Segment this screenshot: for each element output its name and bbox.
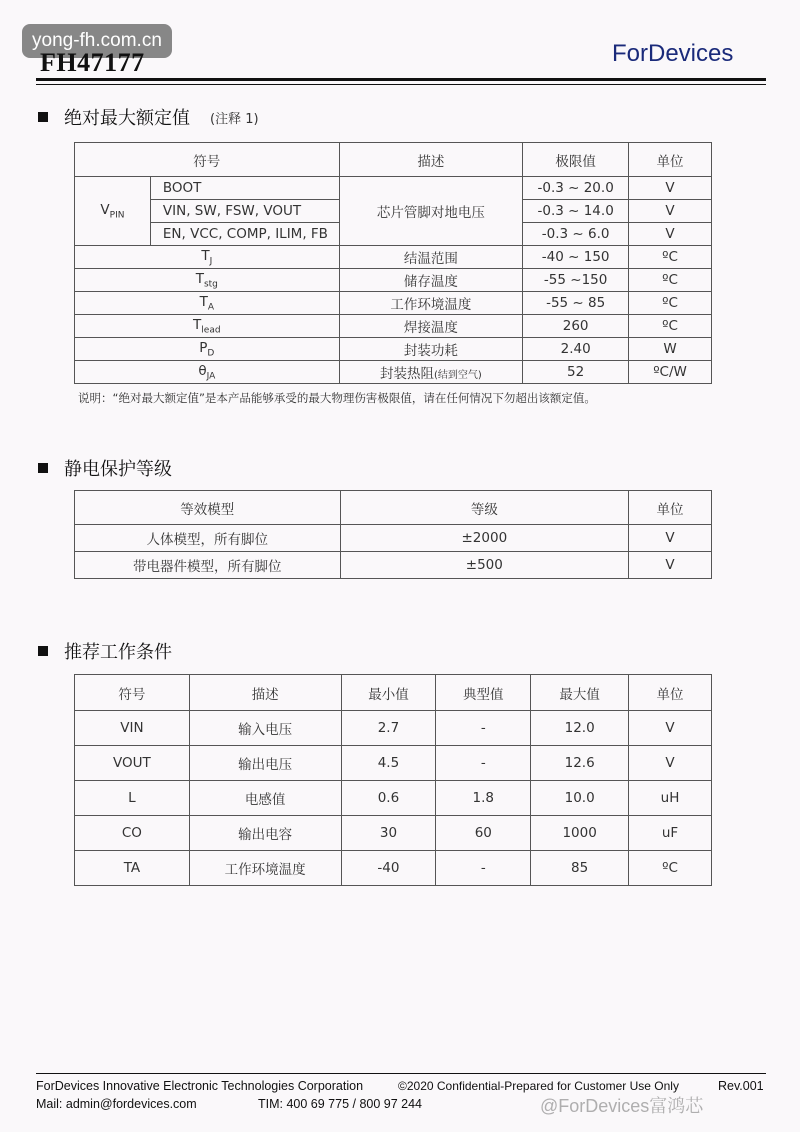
section-title-abs-max xyxy=(38,104,259,130)
table-row xyxy=(75,816,712,851)
footer-copyright: ©2020 Confidential-Prepared for Customer Use Only xyxy=(398,1079,679,1093)
table-header-row xyxy=(75,143,712,177)
min-cell: 0.6 xyxy=(341,781,436,816)
header-cell: 等效模型 xyxy=(75,491,341,525)
footer-mail: Mail: admin@fordevices.com xyxy=(36,1097,197,1111)
section-title-text: 绝对最大额定值 xyxy=(64,108,190,129)
desc-cell: 封装热阻(结到空气) xyxy=(339,361,523,384)
symbol-cell: VIN xyxy=(75,711,190,746)
desc-cell: 电感值 xyxy=(189,781,341,816)
unit-cell: V xyxy=(629,552,712,579)
table-row xyxy=(75,246,712,269)
value-cell: -40 ~ 150 xyxy=(523,246,629,269)
unit-cell: V xyxy=(629,711,712,746)
header-cell: 符号 xyxy=(75,675,190,711)
level-cell: ±500 xyxy=(340,552,629,579)
table-row xyxy=(75,851,712,886)
typ-cell: 1.8 xyxy=(436,781,531,816)
symbol-cell: $T_{stg}$ xyxy=(75,269,340,292)
desc-cell: 输入电压 xyxy=(189,711,341,746)
symbol-cell: L xyxy=(75,781,190,816)
section-title-text: 静电保护等级 xyxy=(64,459,172,480)
symbol-cell: VOUT xyxy=(75,746,190,781)
symbol-cell: $T_J$ xyxy=(75,246,340,269)
symbol-cell: $T_A$ xyxy=(75,292,340,315)
unit-cell: ºC xyxy=(629,269,712,292)
table-row xyxy=(75,177,712,200)
model-cell: 带电器件模型，所有脚位 xyxy=(75,552,341,579)
section-title-esd xyxy=(38,455,172,481)
value-cell: 260 xyxy=(523,315,629,338)
min-cell: 4.5 xyxy=(341,746,436,781)
section-title-text: 推荐工作条件 xyxy=(64,642,172,663)
unit-cell: V xyxy=(629,177,712,200)
desc-cell: 结温范围 xyxy=(339,246,523,269)
unit-cell: ºC xyxy=(629,246,712,269)
value-cell: -55 ~ 85 xyxy=(523,292,629,315)
table-header-row xyxy=(75,675,712,711)
symbol-cell: CO xyxy=(75,816,190,851)
footer-rule xyxy=(36,1073,766,1074)
table-row xyxy=(75,781,712,816)
min-cell: 30 xyxy=(341,816,436,851)
header-cell: 单位 xyxy=(629,143,712,177)
value-cell: -0.3 ~ 14.0 xyxy=(523,200,629,223)
unit-cell: V xyxy=(629,223,712,246)
desc-cell: 输出电容 xyxy=(189,816,341,851)
footer-rev: Rev.001 xyxy=(718,1079,764,1093)
table-row xyxy=(75,361,712,384)
header-cell: 最小值 xyxy=(341,675,436,711)
header-cell: 单位 xyxy=(629,675,712,711)
typ-cell: 60 xyxy=(436,816,531,851)
header-cell: 等级 xyxy=(340,491,629,525)
bullet-icon xyxy=(38,112,48,122)
desc-cell: 芯片管脚对地电压 xyxy=(339,177,523,246)
max-cell: 85 xyxy=(531,851,629,886)
unit-cell: V xyxy=(629,746,712,781)
pin-cell: VIN, SW, FSW, VOUT xyxy=(150,200,339,223)
header-cell: 单位 xyxy=(629,491,712,525)
remark-text: 说明：“绝对最大额定值”是本产品能够承受的最大物理伤害极限值，请在任何情况下勿超出该额定值。 xyxy=(78,391,596,405)
max-cell: 10.0 xyxy=(531,781,629,816)
model-number: FH47177 xyxy=(40,48,145,77)
footer-tim: TIM: 400 69 775 / 800 97 244 xyxy=(258,1097,423,1111)
watermark-label: yong-fh.com.cn xyxy=(22,24,172,58)
value-cell: -0.3 ~ 6.0 xyxy=(523,223,629,246)
desc-cell: 储存温度 xyxy=(339,269,523,292)
typ-cell: - xyxy=(436,851,531,886)
bullet-icon xyxy=(38,646,48,656)
table-row xyxy=(75,338,712,361)
header-cell: 描述 xyxy=(189,675,341,711)
unit-cell: uF xyxy=(629,816,712,851)
header-cell: 极限值 xyxy=(523,143,629,177)
header-cell: 典型值 xyxy=(436,675,531,711)
value-cell: 2.40 xyxy=(523,338,629,361)
table-row xyxy=(75,269,712,292)
typ-cell: - xyxy=(436,711,531,746)
table-header-row xyxy=(75,491,712,525)
symbol-vpin: $V_{PIN}$ xyxy=(75,177,151,246)
model-cell: 人体模型，所有脚位 xyxy=(75,525,341,552)
symbol-cell: TA xyxy=(75,851,190,886)
unit-cell: uH xyxy=(629,781,712,816)
unit-cell: V xyxy=(629,525,712,552)
header-rule-thin xyxy=(36,84,766,85)
min-cell: -40 xyxy=(341,851,436,886)
pin-cell: EN, VCC, COMP, ILIM, FB xyxy=(150,223,339,246)
roc-table xyxy=(74,674,712,886)
unit-cell: ºC/W xyxy=(629,361,712,384)
symbol-cell: $T_{lead}$ xyxy=(75,315,340,338)
unit-cell: V xyxy=(629,200,712,223)
desc-cell: 输出电压 xyxy=(189,746,341,781)
table-row xyxy=(75,525,712,552)
value-cell: -0.3 ~ 20.0 xyxy=(523,177,629,200)
min-cell: 2.7 xyxy=(341,711,436,746)
header-cell: 符号 xyxy=(75,143,340,177)
header-rule-thick xyxy=(36,78,766,81)
pin-cell: BOOT xyxy=(150,177,339,200)
max-cell: 12.0 xyxy=(531,711,629,746)
desc-cell: 工作环境温度 xyxy=(189,851,341,886)
unit-cell: W xyxy=(629,338,712,361)
section-note: (注释 1) xyxy=(210,111,259,127)
table-row xyxy=(75,746,712,781)
unit-cell: ºC xyxy=(629,315,712,338)
table-row xyxy=(75,315,712,338)
abs-max-table xyxy=(74,142,712,384)
unit-cell: ºC xyxy=(629,292,712,315)
header-cell: 最大值 xyxy=(531,675,629,711)
section-title-roc xyxy=(38,638,172,664)
table-row xyxy=(75,711,712,746)
footer-company: ForDevices Innovative Electronic Technologies Corporation xyxy=(36,1079,364,1093)
max-cell: 12.6 xyxy=(531,746,629,781)
desc-cell: 工作环境温度 xyxy=(339,292,523,315)
desc-cell: 焊接温度 xyxy=(339,315,523,338)
symbol-cell: $\theta_{JA}$ xyxy=(75,361,340,384)
bullet-icon xyxy=(38,463,48,473)
footer-watermark: @ForDevices富鸿芯 xyxy=(540,1096,704,1116)
desc-cell: 封装功耗 xyxy=(339,338,523,361)
brand-logo: ForDevices xyxy=(612,40,734,67)
value-cell: 52 xyxy=(523,361,629,384)
typ-cell: - xyxy=(436,746,531,781)
value-cell: -55 ~150 xyxy=(523,269,629,292)
table-row xyxy=(75,292,712,315)
header-cell: 描述 xyxy=(339,143,523,177)
esd-table xyxy=(74,490,712,579)
max-cell: 1000 xyxy=(531,816,629,851)
unit-cell: ºC xyxy=(629,851,712,886)
symbol-cell: $P_D$ xyxy=(75,338,340,361)
table-row xyxy=(75,552,712,579)
level-cell: ±2000 xyxy=(340,525,629,552)
